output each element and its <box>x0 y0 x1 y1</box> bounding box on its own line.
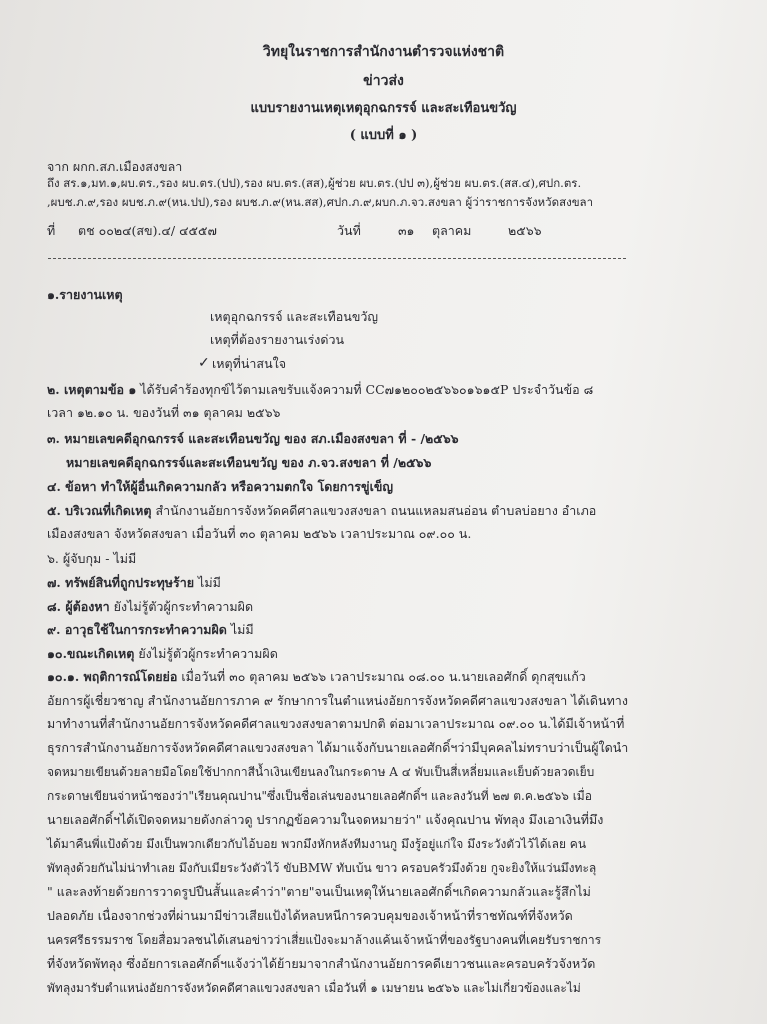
section-3-line-1: ๓. หมายเลขคดีอุกฉกรรจ์ และสะเทือนขวัญ ของ สภ.เมืองสงขลา ที่ - /๒๕๖๖ <box>47 431 459 446</box>
narrative-line-4: ธุรการสำนักงานอัยการจังหวัดคดีศาลแขวงสงขลา ได้มาแจ้งกับนายเลอศักดิ์ฯว่ามีบุคคลไม่ทราบว่าเป็นผู้ใดนำ <box>47 740 629 755</box>
date-label: วันที่ <box>337 223 361 238</box>
narrative-line-7: นายเลอศักดิ์ฯได้เปิดจดหมายดังกล่าวดู ปรากฏข้อความในจดหมายว่า" แจ้งคุณปาน พัทลุง มึงเอาเงินที่มึง <box>47 812 604 827</box>
narrative-line-9: พัทลุงด้วยกันไม่น่าทำเลย มึงกับเมียระวังตัวไว้ ขับBMW ทับเบ้น ขาว ครอบครัวมึงด้วย กูจะยิงให้แว่นมึงทะลุ <box>47 861 597 875</box>
narrative-line-2: อัยการผู้เชี่ยวชาญ สำนักงานอัยการภาค ๙ รักษาการในตำแหน่งอัยการจังหวัดคดีศาลแขวงสงขลา ได้เดินทาง <box>47 693 628 708</box>
to-line-1: ถึง สร.๑,มท.๑,ผบ.ตร.,รอง ผบ.ตร.(ปป),รอง ผบ.ตร.(สส),ผู้ช่วย ผบ.ตร.(ปป ๓),ผู้ช่วย ผบ.ตร.(สส.๔),ศปก.ตร. <box>47 176 582 190</box>
date-month: ตุลาคม <box>432 223 472 238</box>
check-mark-icon: ✓ <box>198 355 210 371</box>
narrative-line-5: จดหมายเขียนด้วยลายมือโดยใช้ปากกาสีน้ำเงินเขียนลงในกระดาษ A ๔ พับเป็นสี่เหลี่ยมและเย็บด้วยลวดเย็บ <box>47 765 595 779</box>
narrative-line-3: มาทำงานที่สำนักงานอัยการจังหวัดคดีศาลแขวงสงขลาตามปกติ ต่อมาเวลาประมาณ ๐๙.๐๐ น.ได้มีเจ้าหน้าที่ <box>47 716 625 731</box>
report-option-2: เหตุที่ต้องรายงานเร่งด่วน <box>210 332 345 347</box>
ref-number: ตช ๐๐๒๔(สข).๔/ ๔๕๕๗ <box>78 223 217 238</box>
section-10-1-head: ๑๐.๑. พฤติการณ์โดยย่อ <box>47 669 178 684</box>
section-2-cont: เวลา ๑๒.๑๐ น. ของวันที่ ๓๑ ตุลาคม ๒๕๖๖ <box>47 405 281 420</box>
narrative-line-12: นครศรีธรรมราช โดยสื่อมวลชนได้เสนอข่าวว่าเสี่ยแป้งจะมาล้างแค้นเจ้าหน้าที่ของรัฐบางคนที่เคยรับราชการ <box>47 933 602 947</box>
narrative-line-1: เมื่อวันที่ ๓๐ ตุลาคม ๒๕๖๖ เวลาประมาณ ๐๘.๐๐ น.นายเลอศักดิ์ ดุกสุขแก้ว <box>177 669 586 684</box>
section-6: ๖. ผู้จับกุม - ไม่มี <box>47 551 137 566</box>
section-7-value: ไม่มี <box>194 575 221 590</box>
narrative-line-14: พัทลุงมารับตำแหน่งอัยการจังหวัดคดีศาลแขวงสงขลา เมื่อวันที่ ๑ เมษายน ๒๕๖๖ และไม่เกี่ยวข้องและไม่ <box>47 981 581 995</box>
section-10-head: ๑๐.ขณะเกิดเหตุ <box>47 646 135 661</box>
date-year: ๒๕๖๖ <box>508 223 542 238</box>
narrative-line-10: " และลงท้ายด้วยการวาดรูปปืนสั้นและคำว่า"ตาย"จนเป็นเหตุให้นายเลอศักดิ์ฯเกิดความกลัวและรู้สึกไม่ <box>47 884 591 899</box>
to-line-2: ,ผบช.ภ.๙,รอง ผบช.ภ.๙(หน.ปป),รอง ผบช.ภ.๙(หน.สส),ศปก.ภ.๙,ผบก.ภ.จว.สงขลา ผู้ว่าราชการจังหวัดสงขลา <box>47 195 594 209</box>
section-10 <box>47 646 278 662</box>
ref-label: ที่ <box>47 223 56 238</box>
section-9-head: ๙. อาวุธใช้ในการกระทำความผิด <box>47 622 227 637</box>
section-7-head: ๗. ทรัพย์สินที่ถูกประทุษร้าย <box>47 575 195 590</box>
section-4: ๔. ข้อหา ทำให้ผู้อื่นเกิดความกลัว หรือความตกใจ โดยการขู่เข็ญ <box>47 479 394 494</box>
report-option-3: เหตุที่น่าสนใจ <box>212 356 287 371</box>
section-7 <box>47 575 221 591</box>
narrative-line-8: ได้มาคืนพี่แป้งด้วย มึงเป็นพวกเดียวกับไอ้บอย พวกมึงหักหลังทีมงานกู มึงรู้อยู่แก่ใจ มึงระวังตัวไว้ได้เลย คน <box>47 837 587 851</box>
section-5-head: ๕. บริเวณที่เกิดเหตุ <box>47 503 152 518</box>
section-3-line-2: หมายเลขคดีอุกฉกรรจ์และสะเทือนขวัญ ของ ภ.จว.สงขลา ที่ /๒๕๖๖ <box>66 455 432 470</box>
section-2 <box>47 382 593 398</box>
report-option-1: เหตุอุกฉกรรจ์ และสะเทือนขวัญ <box>210 309 379 324</box>
section-8-head: ๘. ผู้ต้องหา <box>47 599 110 614</box>
narrative-line-6: กระดาษเขียนจ่าหน้าซองว่า"เรียนคุณปาน"ซึ่งเป็นชื่อเล่นของนายเลอศักดิ์ฯ และลงวันที่ ๒๗ ต.ค.๒๕๖๖ เมื่อ <box>47 789 592 803</box>
section-2-head: ๒. เหตุตามข้อ ๑ <box>47 382 137 397</box>
narrative-line-11: ปลอดภัย เนื่องจากช่วงที่ผ่านมามีข่าวเสียแป้งได้หลบหนีการควบคุมของเจ้าหน้าที่ราชทัณฑ์ที่จังหวัด <box>47 908 573 923</box>
divider <box>48 258 626 259</box>
narrative-line-13: ที่จังหวัดพัทลุง ซึ่งอัยการเลอศักดิ์ฯแจ้งว่าได้ย้ายมาจากสำนักงานอัยการคดีเยาวชนและครอบครัวจังหวัด <box>47 956 596 971</box>
from-line: จาก ผกก.สภ.เมืองสงขลา <box>47 159 183 174</box>
section-9-value: ไม่มี <box>226 622 254 637</box>
section-10-1 <box>47 669 586 685</box>
section-8-value: ยังไม่รู้ตัวผู้กระทำความผิด <box>109 599 254 614</box>
form-number: ( แบบที่ ๑ ) <box>349 128 418 143</box>
org-heading: วิทยุในราชการสำนักงานตำรวจแห่งชาติ <box>262 44 505 60</box>
section-8 <box>47 599 253 615</box>
section-5-cont: เมืองสงขลา จังหวัดสงขลา เมื่อวันที่ ๓๐ ตุลาคม ๒๕๖๖ เวลาประมาณ ๐๙.๐๐ น. <box>47 526 472 541</box>
doc-type-heading: ข่าวส่ง <box>363 73 404 89</box>
section-1-title: ๑.รายงานเหตุ <box>47 287 123 302</box>
section-9 <box>47 622 254 638</box>
form-title: แบบรายงานเหตุเหตุอุกฉกรรจ์ และสะเทือนขวัญ <box>250 101 517 116</box>
section-2-text: ได้รับคำร้องทุกข์ไว้ตามเลขรับแจ้งความที่ CC๗๑๒๐๐๒๕๖๖๐๑๖๑๕P ประจำวันข้อ ๘ <box>136 382 594 397</box>
section-5-text: สำนักงานอัยการจังหวัดคดีศาลแขวงสงขลา ถนนแหลมสนอ่อน ตำบลบ่อยาง อำเภอ <box>151 503 597 518</box>
date-day: ๓๑ <box>398 223 415 238</box>
section-10-value: ยังไม่รู้ตัวผู้กระทำความผิด <box>134 646 278 661</box>
section-5 <box>47 503 596 519</box>
